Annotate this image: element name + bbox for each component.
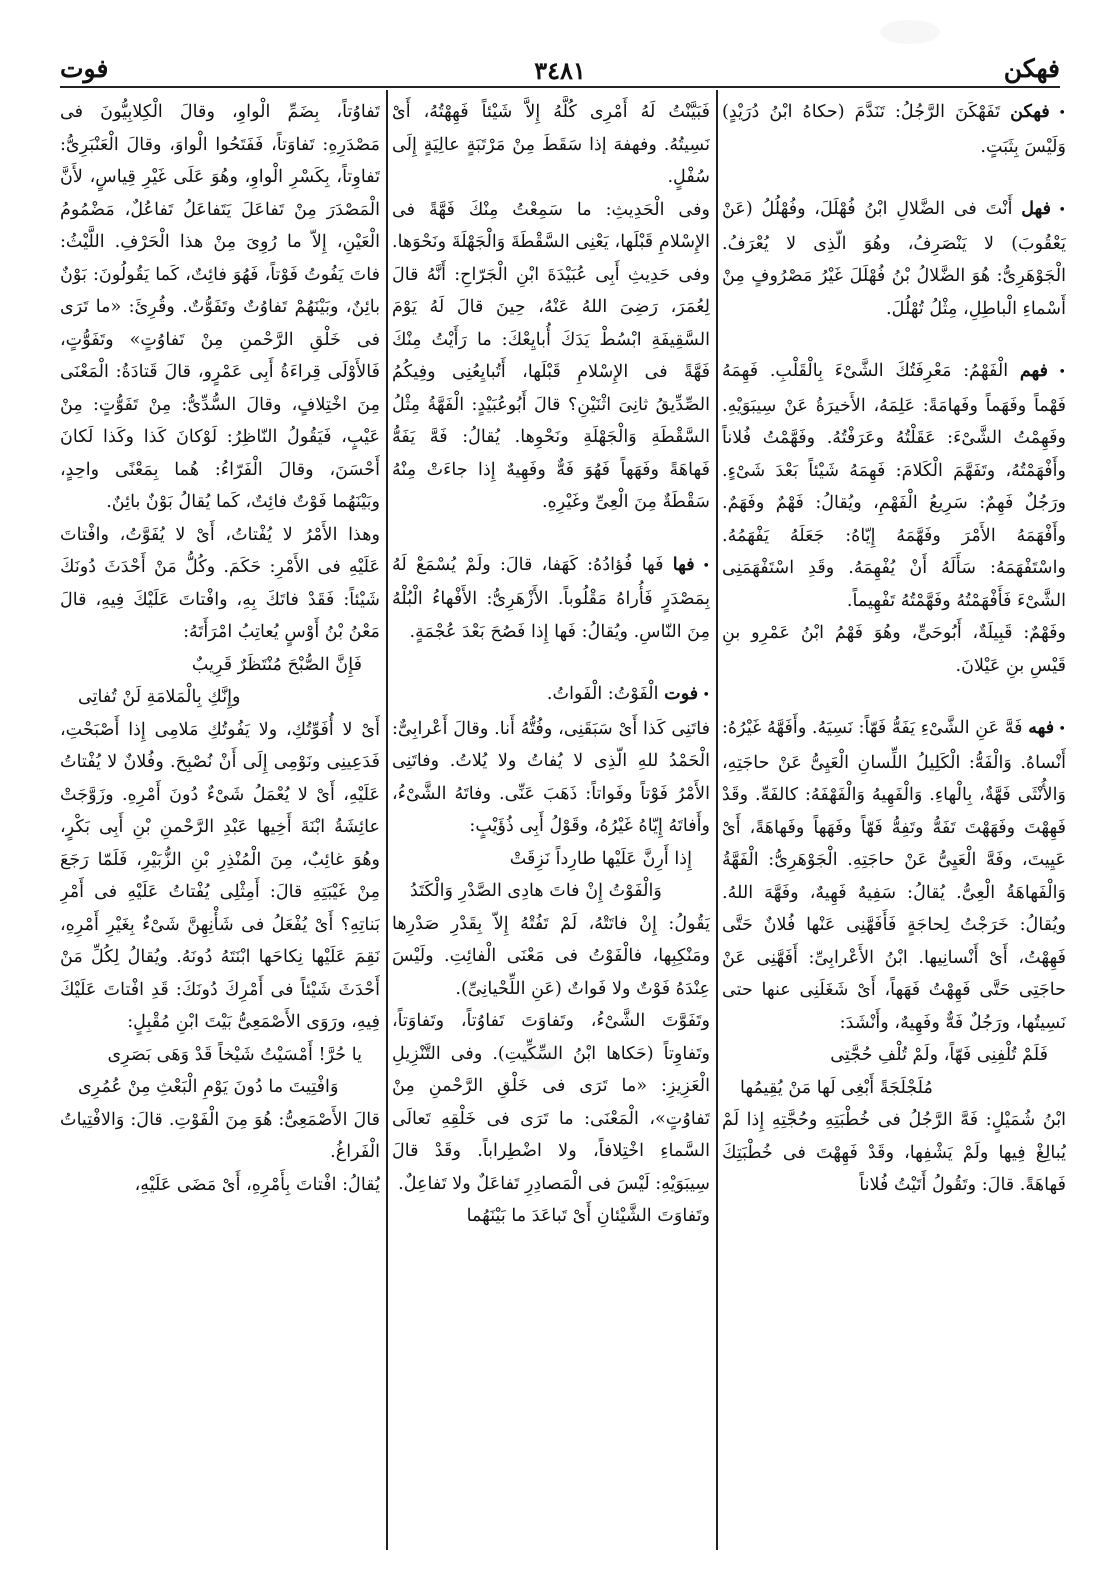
entry-headword: • فوت [664, 683, 710, 704]
entry-text: تَفاوُتاً، بِضَمِّ الْواوِ، وقالَ الْكِلابِيُّونَ فى مَصْدَرِهِ: تَفاوَتاً، فَفَتَحُوا الْواوَ، وقالَ الْعَنْبَرِىُّ: تَفاوِتاً، بِكَسْرِ الْواوِ، وهُوَ عَلَى غَيْرِ قِياسٍ، لأَنَّ الْمَصْدَرَ مِنْ تَفاعَلَ يَتَفاعَلُ تَفاعُلٌ، مَضْمُومُ الْعَيْنِ، إِلاّ ما رُوِىَ مِنْ هذا الْحَرْفِ. اللَّيْثُ: فاتَ يَفُوتُ فَوْتاً، فَهُوَ فائِتٌ، كَما يَقُولُونَ: بَوْنٌ بائِنٌ، وبَيْنَهُمْ تَفاوُتٌ وتَفَوُّتٌ. وقُرِئَ: «ما تَرَى فى خَلْقِ الرَّحْمنِ مِنْ تَفاوُتٍ» وتَفَوُّتٍ، فَالأَوْلَى قِراءَةُ أَبِى عَمْرٍو، قالَ قَتادَةُ: الْمَعْنَى مِنَ اخْتِلافٍ، وقالَ السُّدِّىُّ: مِنْ تَفَوُّتٍ: مِنْ عَيْبٍ، فَيَقُولُ النّاظِرُ: لَوْكانَ كَذا وكَذا لَكانَ أَحْسَنَ، وقالَ الْفَرّاءُ: هُما بِمَعْنًى واحِدٍ، وبَيْنَهُما فَوْتٌ فائِتٌ، كَما يُقالُ بَوْنٌ بائِنٌ. [60, 102, 380, 512]
entry [722, 355, 1066, 617]
verse-hemistich: وإِنَّكِ بِالْمَلامَةِ لَنْ تُفاتِى [78, 687, 241, 707]
text-column-right [722, 96, 1066, 1548]
entry-headword: • فهه [1028, 717, 1066, 738]
verse-hemistich: وَالْفَوْتُ إِنْ فاتَ هادِى الصَّدْرِ وَالْكَتَدُ [410, 881, 662, 901]
entry-text: أَنْتَ فى الضَّلالِ ابْنُ فُهْلَلَ، وفُهْلُلُ (عَنْ يَعْقُوبَ) لا يَنْصَرِفُ، وهُوَ الّذِى لا يُعْرَفُ. الْجَوْهَرِىُّ: هُوَ الضَّلالُ بْنُ فُهْلَلَ غَيْرُ مَصْرُوفٍ مِنْ أَسْماءِ الْباطِلِ، مِثْلُ تُهْلُلَ. [722, 199, 1066, 319]
entry [60, 96, 380, 519]
entry-text: وفى الْحَدِيثِ: ما سَمِعْتُ مِنْكَ فَهَّةً فى الإِسْلامِ قَبْلَها، يَعْنِى السَّقْطَةَ وَالْجَهْلَةَ ونَحْوَها. وفى حَدِيثِ أَبِى عُبَيْدَةَ ابْنِ الْجَرّاحِ: أَنَّهُ قالَ لِعُمَرَ، رَضِىَ اللهُ عَنْهُ، حِينَ قالَ لَهُ يَوْمَ السَّقِيفَةِ ابْسُطْ يَدَكَ أُبايِعْكَ: ما رَأَيْتُ مِنْكَ فَهَّةً فى الإِسْلامِ قَبْلَها، أَتُبايِعُنِى وفِيكُمُ الصِّدِّيقُ ثانِىَ اثْنَيْنِ؟ قالَ أَبُوعُبَيْدٍ: الْفَهَّةُ مِثْلُ السَّقْطَةِ وَالْجَهْلَةِ ونَحْوِها. يُقالُ: فَهَّ يَفَهُّ فَهاهَةً وفَهَهاً فَهُوَ فَهٌّ وفَهِيهٌ إِذا جاءَتْ مِنْهُ سَقْطَةٌ مِنَ الْعِىِّ وغَيْرِهِ. [392, 199, 710, 512]
entry [392, 194, 710, 519]
entry-text: تَفَهْكَنَ الرَّجُلُ: تَنَدَّمَ (حكاهُ ابْنُ دُرَيْدٍ) وَلَيْسَ بِثَبَتٍ. [722, 102, 1066, 157]
entry [392, 908, 710, 1006]
entry-text: فاتَنِى كَذا أَىْ سَبَقَنِى، وفُتُّهُ أَنا. وقالَ أَعْرابِىٌّ: الْحَمْدُ للهِ الّذِى لا يُفاتُ ولا يُلاتُ. وفاتَنِى الأَمْرُ فَوْتاً وفَواتاً: ذَهَبَ عَنِّى. وفاتَهُ الشَّىْءُ، وأَفاتَهُ إِيّاهُ غَيْرُهُ، وقَوْلُ أَبِى ذُؤَيْبٍ: [392, 718, 710, 836]
entry [722, 617, 1066, 682]
page-number: ٣٤٨١ [534, 56, 586, 85]
entry-text: ابْنُ شُمَيْلٍ: فَهَّ الرَّجُلُ فى خُطْبَتِهِ وحُجَّتِهِ إِذا لَمْ يُبالِغْ فِيها ولَمْ يَشْفِها، وقَدْ فَهِهْتَ فى خُطْبَتِكَ فَهاهَةً. قالَ: وتَقُولُ أَتَيْتُ فُلاناً [722, 1110, 1066, 1195]
verse-hemistich: إِذا أَرِنَّ عَلَيْها طارِداً نَزِقَتْ [509, 848, 692, 869]
entry-text: قالَ الأَصْمَعِىُّ: هُوَ مِنَ الْفَوْتِ. قالَ: وَالافْتِياتُ الْفَراغُ. [60, 1109, 380, 1162]
verse-hemistich: وَافْتِيتَ ما دُونَ يَوْمِ الْبَعْثِ مِنْ عُمُرِى [78, 1077, 339, 1097]
entry-text: يُقالُ: افْتاتَ بِأَمْرِهِ، أَىْ مَضَى عَلَيْهِ، [134, 1174, 380, 1195]
entry-headword: • فهكن [1010, 101, 1066, 122]
column-divider [716, 90, 718, 1550]
paper-stain [880, 20, 940, 44]
text-column-left [60, 96, 380, 1548]
entry [722, 712, 1066, 1039]
entry-headword: • فهم [1020, 360, 1066, 381]
right-running-headword: فهكن [1003, 54, 1060, 83]
text-column-middle [392, 96, 710, 1548]
verse-hemistich: مُلَجْلَجَةً أَبْغِى لَها مَنْ يُقِيمُها [740, 1077, 933, 1098]
entry [392, 1005, 710, 1200]
entry [60, 1169, 380, 1202]
entry-text: الْفَهْمُ: مَعْرِفَتُكَ الشَّىْءَ بِالْقَلْبِ. فَهِمَهُ فَهْماً وفَهَماً وفَهامَةً: عَلِمَهُ، الأَخيرَةُ عَنْ سِيبَوَيْهِ. وفَهِمْتُ الشَّىْءَ: عَقَلْتُهُ وعَرَفْتُهُ. وفَهَّمْتُ فُلاناً وأَفْهَمْتُهُ، وتَفَهَّمَ الْكَلامَ: فَهِمَهُ شَيْئاً بَعْدَ شَىْءٍ. ورَجُلٌ فَهِمٌ: سَرِيعُ الْفَهْمِ، ويُقالُ: فَهْمٌ وفَهَمٌ. وأَفْهَمَهُ الأَمْرَ وفَهَّمَهُ إِيّاهُ: جَعَلَهُ يَفْهَمُهُ. واسْتَفْهَمَهُ: سَأَلَهُ أَنْ يُفْهِمَهُ. وقَدِ اسْتَفْهَمَنِى الشَّىْءَ فَأَفْهَمْتُهُ وفَهَّمْتُهُ تَفْهِيماً. [722, 361, 1066, 611]
entry-text: فَبَيَّنْتُ لَهُ أَمْرِى كُلَّهُ إِلاَّ شَيْئاً فَهِهْتُهُ، أَىْ نَسِيتُهُ. وفهفهَ إذا سَقَطَ مِنْ مَرْتَبَةٍ عالِيَةٍ إِلَى سُفْلٍ. [392, 102, 710, 187]
entry-text: فَهَّ عَنِ الشَّىْءِ يَفَهُّ فَهّاً: نَسِيَهُ. وأَفَهَّهُ غَيْرُهُ: أَنْساهُ. وَالْفَهُّ: الْكَلِيلُ اللِّسانِ الْعَيِىُّ عَنْ حاجَتِهِ، وَالأُنْثَى فَهَّةٌ، بِالْهاءِ. وَالْفَهِيهُ وَالْفَهْفَهُ: كالفَهِّ. وقَدْ فَهِهْتَ وفَهَهْتَ تَفَهُّ وتَفِهُّ فَهّاً وفَهَهاً وفَهاهَةً، أَىْ عَيِيتَ، وفَهَّ الْعَيِىُّ عَنْ حاجَتِهِ. الْجَوْهَرِىُّ: الْفَهَّةُ وَالْفَهاهَةُ الْعِىُّ. يُقالُ: سَفِيهٌ فَهِيهٌ، وفَهَّهَ اللهُ. ويُقالُ: خَرَجْتُ لِحاجَةٍ فَأَفَهَّنِى عَنْها فُلانٌ حَتَّى فَهِهْتُ، أَىْ أَنْسانِيها. ابْنُ الأَعْرابِىِّ: أَفَهَّنِى عَنْ حاجَتِى حَتَّى فَهِهْتُ فَهَهاً، أَىْ شَغَلَنِى عنها حتى نَسِيتُها، ورَجُلٌ فَهٌّ وفَهِيهٌ، وأَنْشَدَ: [722, 718, 1066, 1033]
entry-text: أَىْ لا أُفَوِّتُكِ، ولا يَفُوتُكِ مَلامِى إِذا أَصْبَحْتِ، فَدَعِينِى ونَوْمِى إِلَى أَنْ نُصْبِحَ. وفُلانٌ لا يُفْتاتُ عَلَيْهِ، أَىْ لا يُعْمَلُ شَىْءٌ دُونَ أَمْرِهِ. وزَوَّجَتْ عائِشَةُ ابْنَةَ أَخِيها عَبْدِ الرَّحْمنِ بْنِ أَبِى بَكْرٍ، وهُوَ غائِبٌ، مِنَ الْمُنْذِرِ بْنِ الزُّبَيْرِ، فَلَمّا رَجَعَ مِنْ غَيْبَتِهِ قالَ: أَمِثْلِى يُفْتاتُ عَلَيْهِ فى أَمْرِ بَناتِهِ؟ أَىْ يُفْعَلُ فى شَأْنِهِنَّ شَىْءٌ بِغَيْرِ أَمْرِهِ، نَقِمَ عَلَيْها نِكاحَها ابْنَتَهُ دُونَهُ. ويُقالُ لِكُلِّ مَنْ أَحْدَثَ شَيْئاً فى أَمْرِكَ دُونَكَ: قَدِ افْتاتَ عَلَيْكَ فِيهِ، ورَوَى الأَصْمَعِىُّ بَيْتَ ابْنِ مُقْبِلٍ: [60, 719, 380, 1032]
header-divider [60, 86, 1060, 88]
entry [722, 193, 1066, 325]
verse-hemistich: يا حُرَّ! أَمْسَيْتُ شَيْخاً قَدْ وَهَى بَصَرِى [107, 1044, 362, 1065]
entry [60, 519, 380, 649]
entry-headword: • فهل [1021, 198, 1066, 219]
entry-text: وهذا الأَمْرُ لا يُفْتاتُ، أَىْ لا يُفَوَّتُ، وافْتاتَ عَلَيْهِ فى الأَمْرِ: حَكَمَ. وكُلُّ مَنْ أَحْدَثَ دُونَكَ شَيْئاً: فَقَدْ فاتَكَ بِهِ، وافْتاتَ عَلَيْكَ فِيهِ، قالَ مَعْنُ بْنُ أَوْسٍ يُعاتِبُ امْرَأَتَهُ: [60, 524, 380, 642]
verse-hemistich: فَلَمْ تُلْفِنِى فَهّاً، ولَمْ تُلْفِ حُجَّتِى [830, 1045, 1048, 1065]
entry-text: وفَهْمٌ: قَبِيلَةٌ، أَبُوحَىٍّ، وهُوَ فَهْمُ ابْنُ عَمْرِو بنِ قَيْسِ بنِ عَيْلانَ. [722, 623, 1066, 676]
entry-text: فَها فُؤادُهُ: كَهَفا، قالَ: ولَمْ يُسْمَعْ لَهُ بِمَصْدَرٍ فَأُراهُ مَقْلُوباً. الأَزْهَرِىُّ: الأَفْهاءُ الْبُلْهُ مِنَ النّاسِ. ويُقالُ: فَها إِذا فَصُحَ بَعْدَ عُجْمَةٍ. [392, 554, 710, 642]
entry-headword: • فها [673, 554, 710, 575]
entry-text: الْفَوْتُ: الْفَواتُ. [546, 684, 659, 704]
entry-text: وتَفاوَتَ الشَّيْئانِ أَىْ تَباعَدَ ما بَيْنَهُما [466, 1206, 710, 1226]
verse-hemistich: فَإِنَّ الصُّبْحَ مُنْتَظَرٌ قَرِيبٌ [191, 654, 362, 675]
page-header [60, 54, 1060, 94]
entry [392, 713, 710, 843]
entry [392, 1200, 710, 1233]
entry [392, 678, 710, 713]
entry [722, 96, 1066, 163]
entry [60, 714, 380, 1039]
entry [60, 1104, 380, 1169]
entry-text: يَقُولُ: إِنْ فاتَتْهُ، لَمْ تَفُتْهُ إِلاّ بِقَدْرِ صَدْرِها ومَنْكِبِها، فالْفَوْتُ فى مَعْنَى الْفائِتِ. ولَيْسَ عِنْدَهُ فَوْتٌ ولا فَواتٌ (عَنِ اللِّحْيانِىِّ). [392, 913, 710, 999]
entry [722, 1104, 1066, 1202]
column-divider [386, 90, 388, 1550]
entry-text: وتَفَوَّتَ الشَّىْءُ، وتَفاوَتَ تَفاوُتاً، وتَفاوَتاً، وتَفاوِتاً (حَكاها ابْنُ السِّكِّيتِ). وفى التَّنْزِيلِ الْعَزِيزِ: «ما تَرَى فى خَلْقِ الرَّحْمنِ مِنْ تَفاوُتٍ»، الْمَعْنَى: ما تَرَى فى خَلْقِهِ تَعالَى السَّماءِ اخْتِلافاً، ولا اضْطِراباً. وقَدْ قالَ سِيبَوَيْهِ: لَيْسَ فى الْمَصادِرِ تَفاعَلٌ ولا تَفاعِلٌ. [392, 1011, 710, 1194]
entry [392, 549, 710, 649]
left-running-headword: فوت [60, 54, 109, 83]
entry [392, 96, 710, 194]
